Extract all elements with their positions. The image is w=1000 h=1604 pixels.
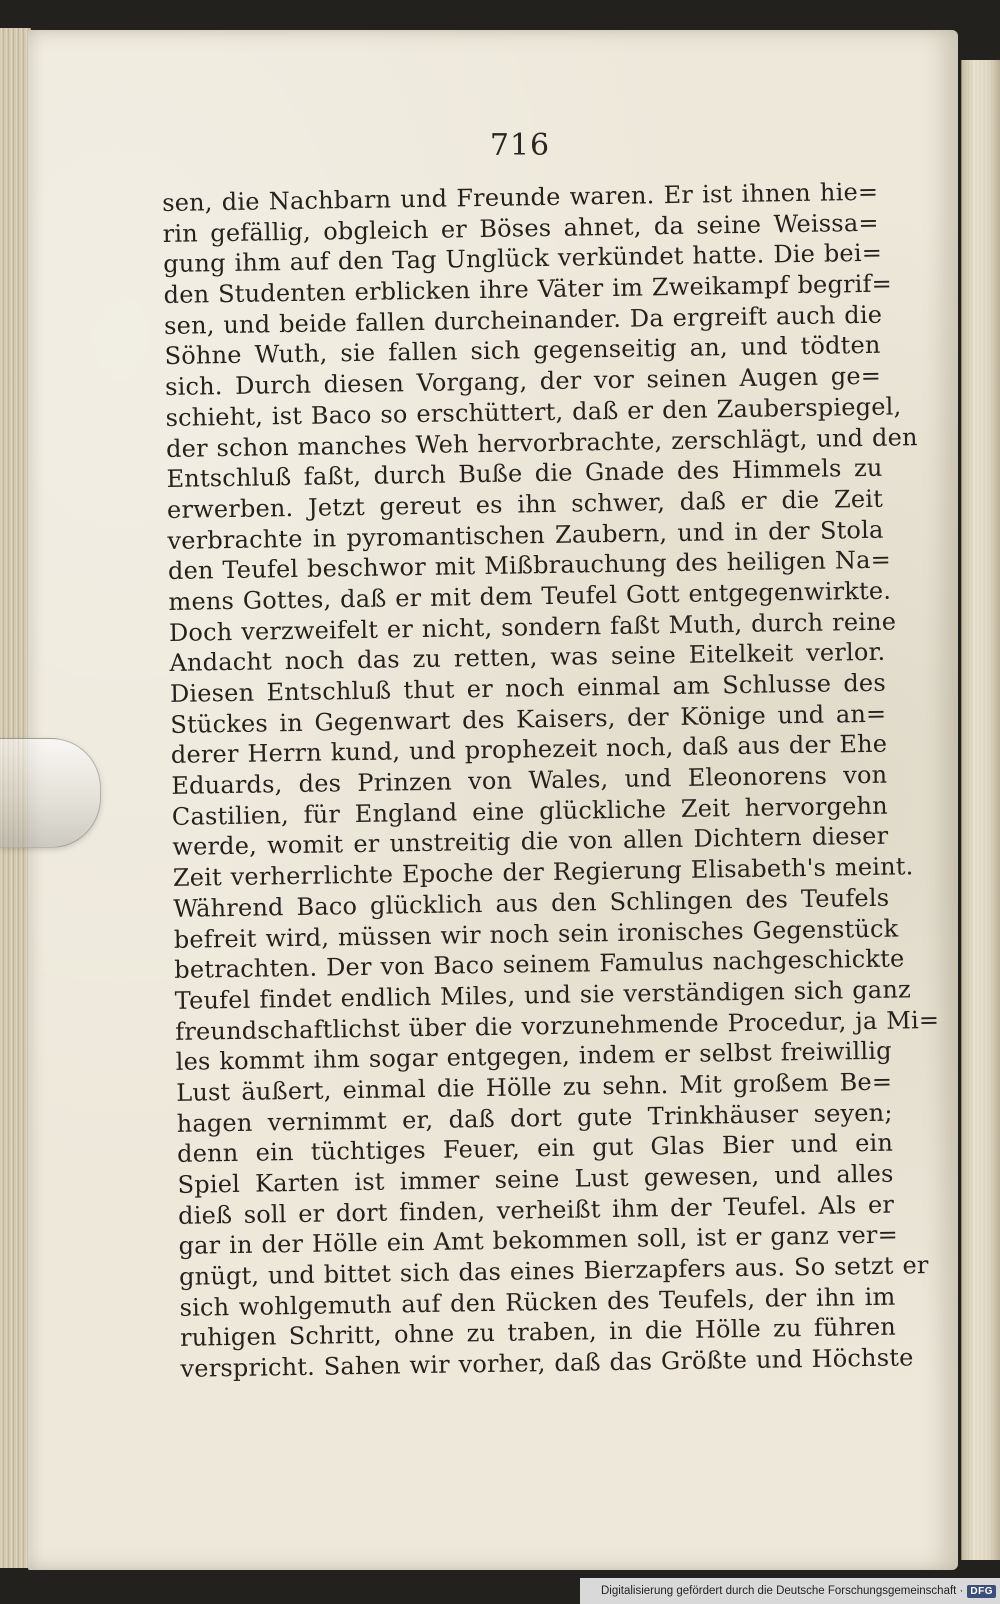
- text-line: der schon manches Weh hervorbrachte, zerschlägt, und den: [165, 422, 918, 463]
- text-line: erwerben. Jetzt gereut es ihn schwer, daß er die Zeit: [166, 484, 884, 524]
- text-line: gar in der Hölle ein Amt bekommen soll, ist er ganz ver=: [178, 1220, 899, 1261]
- digitization-credit: Digitalisierung gefördert durch die Deutsche Forschungsgemeinschaft ·: [600, 1585, 964, 1597]
- dfg-logo: DFG: [967, 1585, 996, 1598]
- text-line: dieß soll er dort finden, verheißt ihm der Teufel. Als er: [177, 1190, 895, 1230]
- body-text: [162, 177, 940, 1385]
- text-line: den Teufel beschwor mit Mißbrauchung des heiligen Na=: [167, 545, 892, 586]
- text-line: betrachten. Der von Baco seinem Famulus nachgeschickte: [174, 944, 905, 985]
- text-line: sen, die Nachbarn und Freunde waren. Er ist ihnen hie=: [162, 177, 879, 217]
- text-line: les kommt ihm sogar entgegen, indem er selbst freiwillig: [175, 1036, 892, 1077]
- text-line: sich. Durch diesen Vorgang, der vor seinen Augen ge=: [164, 361, 882, 402]
- text-line: verbrachte in pyromantischen Zaubern, und in der Stola: [167, 515, 884, 555]
- text-line: sen, und beide fallen durcheinander. Da ergreift auch die: [163, 300, 883, 340]
- text-line: Zeit verherrlichte Epoche der Regierung Elisabeth's meint.: [172, 852, 914, 893]
- text-line: freundschaftlichst über die vorzunehmende Procedur, ja Mi=: [175, 1005, 940, 1046]
- text-line: ruhigen Schritt, ohne zu traben, in die Hölle zu führen: [179, 1313, 897, 1353]
- text-line: derer Herrn kund, und prophezeit noch, daß aus der Ehe: [170, 730, 888, 770]
- text-line: Eduards, des Prinzen von Wales, und Eleonorens von: [171, 760, 888, 800]
- text-line: denn ein tüchtiges Feuer, ein gut Glas Bier und ein: [176, 1128, 894, 1169]
- text-line: befreit wird, müssen wir noch sein ironisches Gegenstück: [173, 914, 899, 954]
- text-line: Castilien, für England eine glückliche Zeit hervorgehn: [171, 791, 889, 831]
- text-line: Doch verzweifelt er nicht, sondern faßt Muth, durch reine: [168, 607, 897, 647]
- digitization-credit-bar: [580, 1578, 1000, 1604]
- text-line: Söhne Wuth, sie fallen sich gegenseitig an, und tödten: [164, 331, 881, 371]
- text-line: Diesen Entschluß thut er noch einmal am Schlusse des: [169, 668, 887, 708]
- text-line: Stückes in Gegenwart des Kaisers, der Könige und an=: [170, 699, 887, 739]
- text-line: Teufel findet endlich Miles, und sie verständigen sich ganz: [174, 975, 912, 1015]
- book-right-page-edges: [961, 60, 1000, 1560]
- text-line: schieht, ist Baco so erschüttert, daß er den Zauberspiegel,: [165, 392, 902, 432]
- text-line: rin gefällig, obgleich er Böses ahnet, da seine Weissa=: [162, 208, 879, 248]
- text-line: Spiel Karten ist immer seine Lust gewesen, und alles: [177, 1159, 894, 1199]
- text-line: sich wohlgemuth auf den Rücken des Teufels, der ihn im: [179, 1282, 896, 1322]
- text-line: mens Gottes, daß er mit dem Teufel Gott entgegenwirkte.: [168, 576, 892, 616]
- text-line: Lust äußert, einmal die Hölle zu sehn. Mit großem Be=: [175, 1067, 893, 1107]
- text-line: Andacht noch das zu retten, was seine Eitelkeit verlor.: [169, 638, 886, 678]
- text-line: werde, womit er unstreitig die von allen Dichtern dieser: [172, 822, 889, 862]
- text-line: verspricht. Sahen wir vorher, daß das Größte und Höchste: [180, 1343, 914, 1383]
- text-line: gnügt, und bittet sich das eines Bierzapfers aus. So setzt er: [178, 1251, 929, 1291]
- text-line: hagen vernimmt er, daß dort gute Trinkhäuser seyen;: [176, 1098, 893, 1138]
- text-line: Während Baco glücklich aus den Schlingen des Teufels: [173, 883, 890, 923]
- text-line: Entschluß faßt, durch Buße die Gnade des Himmels zu: [166, 453, 883, 494]
- text-line: gung ihm auf den Tag Unglück verkündet hatte. Die bei=: [162, 239, 883, 279]
- text-line: den Studenten erblicken ihre Väter im Zweikampf begrif=: [163, 269, 893, 310]
- page-holder-clip: [0, 738, 101, 848]
- page-number: 716: [489, 128, 551, 163]
